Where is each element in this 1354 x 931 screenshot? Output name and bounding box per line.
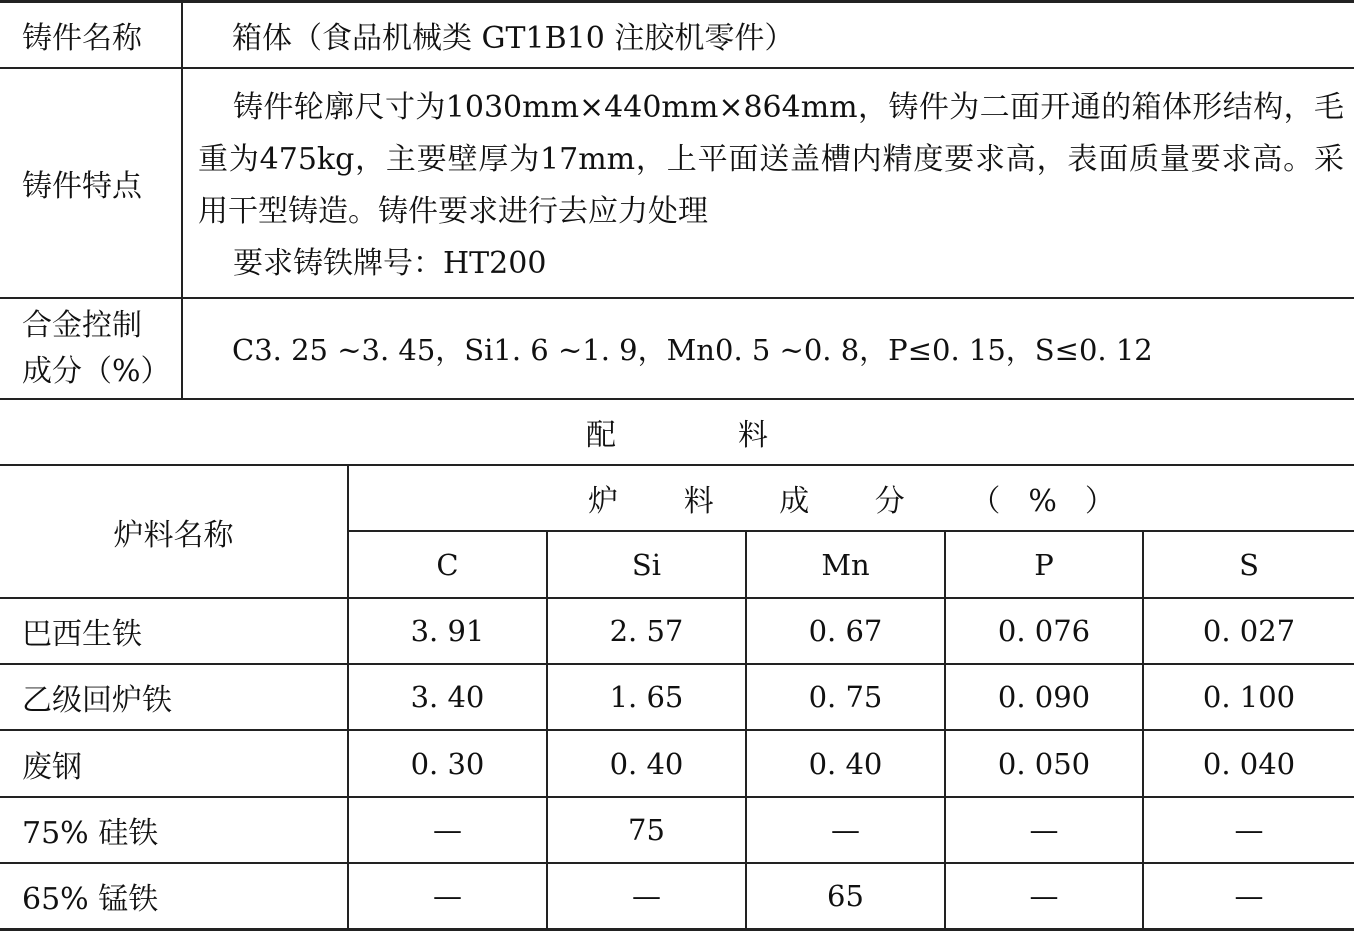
alloy-label-line1: 合金控制 bbox=[22, 307, 142, 343]
value-cell: 65 bbox=[827, 879, 864, 913]
element-header-s: S bbox=[1239, 547, 1259, 582]
value-cell: 0. 076 bbox=[997, 614, 1091, 648]
value-cell: 3. 40 bbox=[410, 680, 485, 714]
value-cell: 2. 57 bbox=[609, 614, 684, 648]
material-name: 废钢 bbox=[22, 749, 82, 785]
alloy-label bbox=[22, 299, 182, 398]
value-cell: 0. 30 bbox=[410, 746, 485, 781]
row-divider bbox=[0, 67, 1354, 69]
material-name: 巴西生铁 bbox=[22, 617, 142, 652]
material-name: 75% 硅铁 bbox=[22, 816, 159, 851]
value-cell: 0. 027 bbox=[1202, 614, 1296, 648]
value-cell: — bbox=[1234, 879, 1264, 913]
composition-header: 炉 料 成 分 （%） bbox=[588, 484, 1143, 519]
element-header-si: Si bbox=[631, 547, 662, 582]
value-cell: — bbox=[433, 813, 462, 847]
material-name: 乙级回炉铁 bbox=[22, 683, 172, 718]
casting-features-label: 铸件特点 bbox=[22, 169, 142, 204]
material-name-header: 炉料名称 bbox=[113, 517, 234, 553]
value-cell: — bbox=[1029, 813, 1059, 847]
value-cell: 0. 100 bbox=[1202, 680, 1296, 714]
material-name: 65% 锰铁 bbox=[22, 882, 159, 917]
charge-section-title: 配 料 bbox=[586, 418, 814, 453]
value-cell: — bbox=[831, 813, 860, 847]
value-cell: 0. 40 bbox=[609, 746, 684, 781]
features-paragraph: 铸件轮廓尺寸为1030mm×440mm×864mm，铸件为二面开通的箱体形结构，毛重为475kg，主要壁厚为17mm，上平面送盖槽内精度要求高，表面质量要求高。采用干型铸造。铸件要求进行去应力处理 bbox=[198, 90, 1344, 229]
casting-features-text bbox=[198, 82, 1344, 290]
value-cell: 0. 40 bbox=[808, 746, 883, 781]
casting-name-label: 铸件名称 bbox=[22, 21, 142, 56]
value-cell: 0. 040 bbox=[1202, 746, 1296, 781]
value-cell: 0. 75 bbox=[808, 680, 883, 714]
value-cell: 3. 91 bbox=[410, 614, 485, 648]
value-cell: — bbox=[433, 879, 462, 913]
value-cell: 0. 67 bbox=[808, 614, 883, 648]
element-header-p: P bbox=[1034, 547, 1054, 582]
alloy-label-line2: 成分（%） bbox=[22, 353, 171, 389]
casting-name-value: 箱体（食品机械类 GT1B10 注胶机零件） bbox=[232, 21, 795, 56]
value-cell: — bbox=[632, 879, 661, 913]
value-cell: — bbox=[1029, 879, 1059, 913]
value-cell: 0. 050 bbox=[997, 746, 1091, 781]
value-cell: 75 bbox=[628, 813, 665, 847]
alloy-value: C3. 25 ~3. 45，Si1. 6 ~1. 9，Mn0. 5 ~0. 8，P≤0. 15，S≤0. 12 bbox=[232, 333, 1153, 367]
iron-grade-requirement: 要求铸铁牌号：HT200 bbox=[233, 246, 547, 281]
value-cell: 0. 090 bbox=[997, 680, 1091, 714]
element-header-mn: Mn bbox=[821, 547, 870, 582]
value-cell: 1. 65 bbox=[609, 680, 684, 714]
element-header-c: C bbox=[436, 547, 459, 582]
value-cell: — bbox=[1234, 813, 1264, 847]
